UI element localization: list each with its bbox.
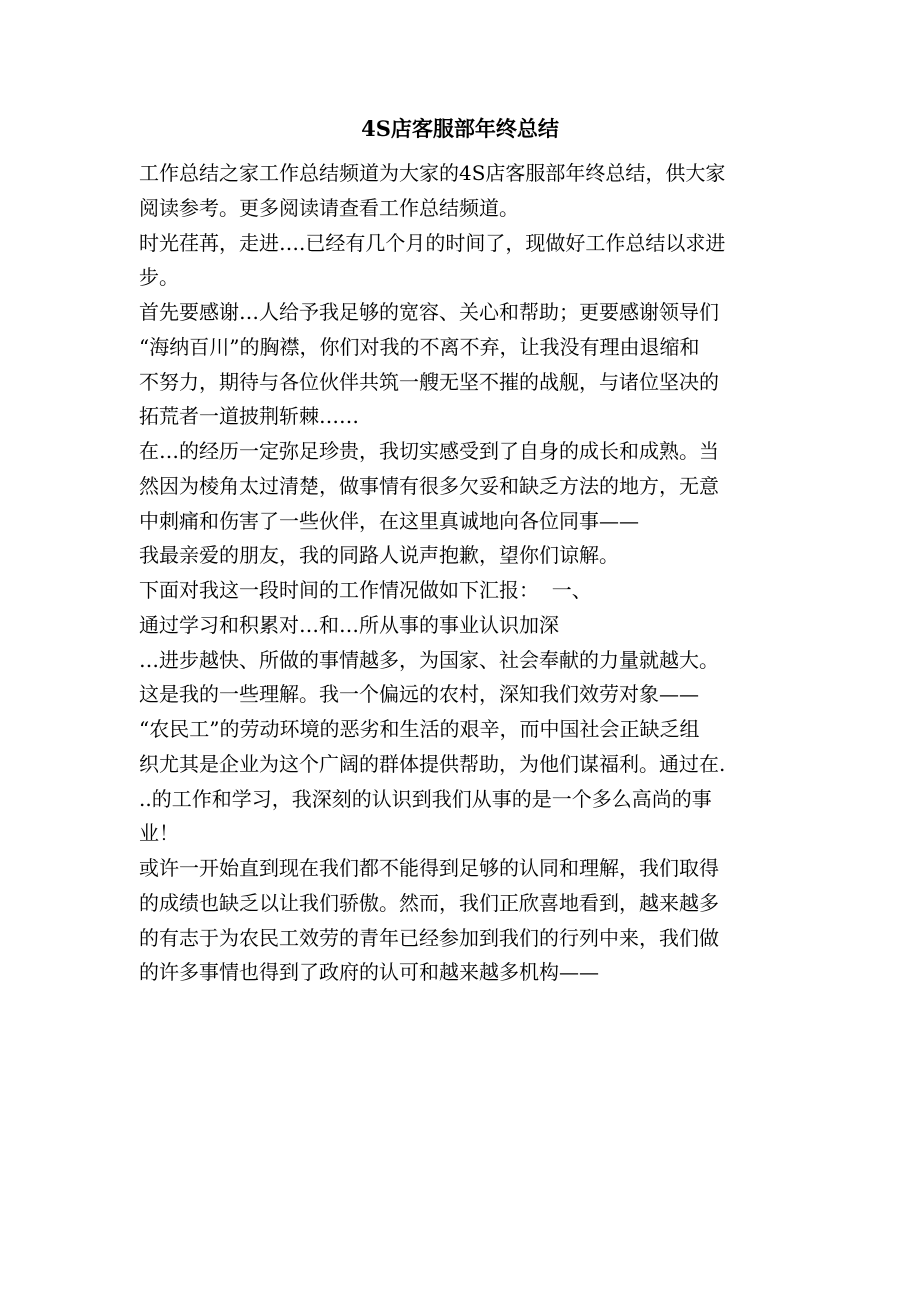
body-line: 时光荏苒，走进….已经有几个月的时间了，现做好工作总结以求进: [139, 230, 726, 255]
document-title: 4S店客服部年终总结: [361, 116, 559, 141]
body-line: ..的工作和学习，我深刻的认识到我们从事的是一个多么高尚的事: [139, 786, 712, 811]
body-line: 的许多事情也得到了政府的认可和越来越多机构——: [139, 960, 599, 985]
body-line: 工作总结之家工作总结频道为大家的4S店客服部年终总结，供大家: [139, 161, 726, 185]
body-line: 下面对我这一段时间的工作情况做如下汇报： 一、: [139, 578, 592, 602]
body-line: …进步越快、所做的事情越多，为国家、社会奉献的力量就越大。: [139, 647, 719, 672]
body-line: 不努力，期待与各位伙伴共筑一艘无坚不摧的战舰，与诸位坚决的: [139, 369, 719, 394]
body-line: 这是我的一些理解。我一个偏远的农村，深知我们效劳对象——: [139, 682, 699, 707]
body-line: 我最亲爱的朋友，我的同路人说声抱歉，望你们谅解。: [139, 543, 619, 568]
body-line: “农民工”的劳动环境的恶劣和生活的艰辛，而中国社会正缺乏组: [139, 717, 700, 741]
body-line: 织尤其是企业为这个广阔的群体提供帮助，为他们谋福利。通过在.: [139, 751, 726, 776]
body-line: 或许一开始直到现在我们都不能得到足够的认同和理解，我们取得: [139, 856, 719, 880]
body-line: 然因为棱角太过清楚，做事情有很多欠妥和缺乏方法的地方，无意: [139, 473, 719, 498]
body-line: 步。: [139, 265, 179, 290]
body-line: 通过学习和积累对…和…所从事的事业认识加深: [139, 612, 559, 637]
body-line: 业！: [139, 821, 179, 846]
document-body: [139, 156, 799, 990]
body-line: 首先要感谢…人给予我足够的宽容、关心和帮助；更要感谢领导们: [139, 300, 719, 324]
body-line: 拓荒者一道披荆斩棘……: [139, 404, 359, 429]
body-line: 阅读参考。更多阅读请查看工作总结频道。: [139, 195, 519, 220]
body-line: 的成绩也缺乏以让我们骄傲。然而，我们正欣喜地看到，越来越多: [139, 890, 719, 915]
body-line: 的有志于为农民工效劳的青年已经参加到我们的行列中来，我们做: [139, 925, 719, 950]
body-line: 中刺痛和伤害了一些伙伴，在这里真诚地向各位同事——: [139, 508, 639, 533]
body-line: 在…的经历一定弥足珍贵，我切实感受到了自身的成长和成熟。当: [139, 439, 719, 463]
body-line: “海纳百川”的胸襟，你们对我的不离不弃，让我没有理由退缩和: [139, 334, 700, 359]
